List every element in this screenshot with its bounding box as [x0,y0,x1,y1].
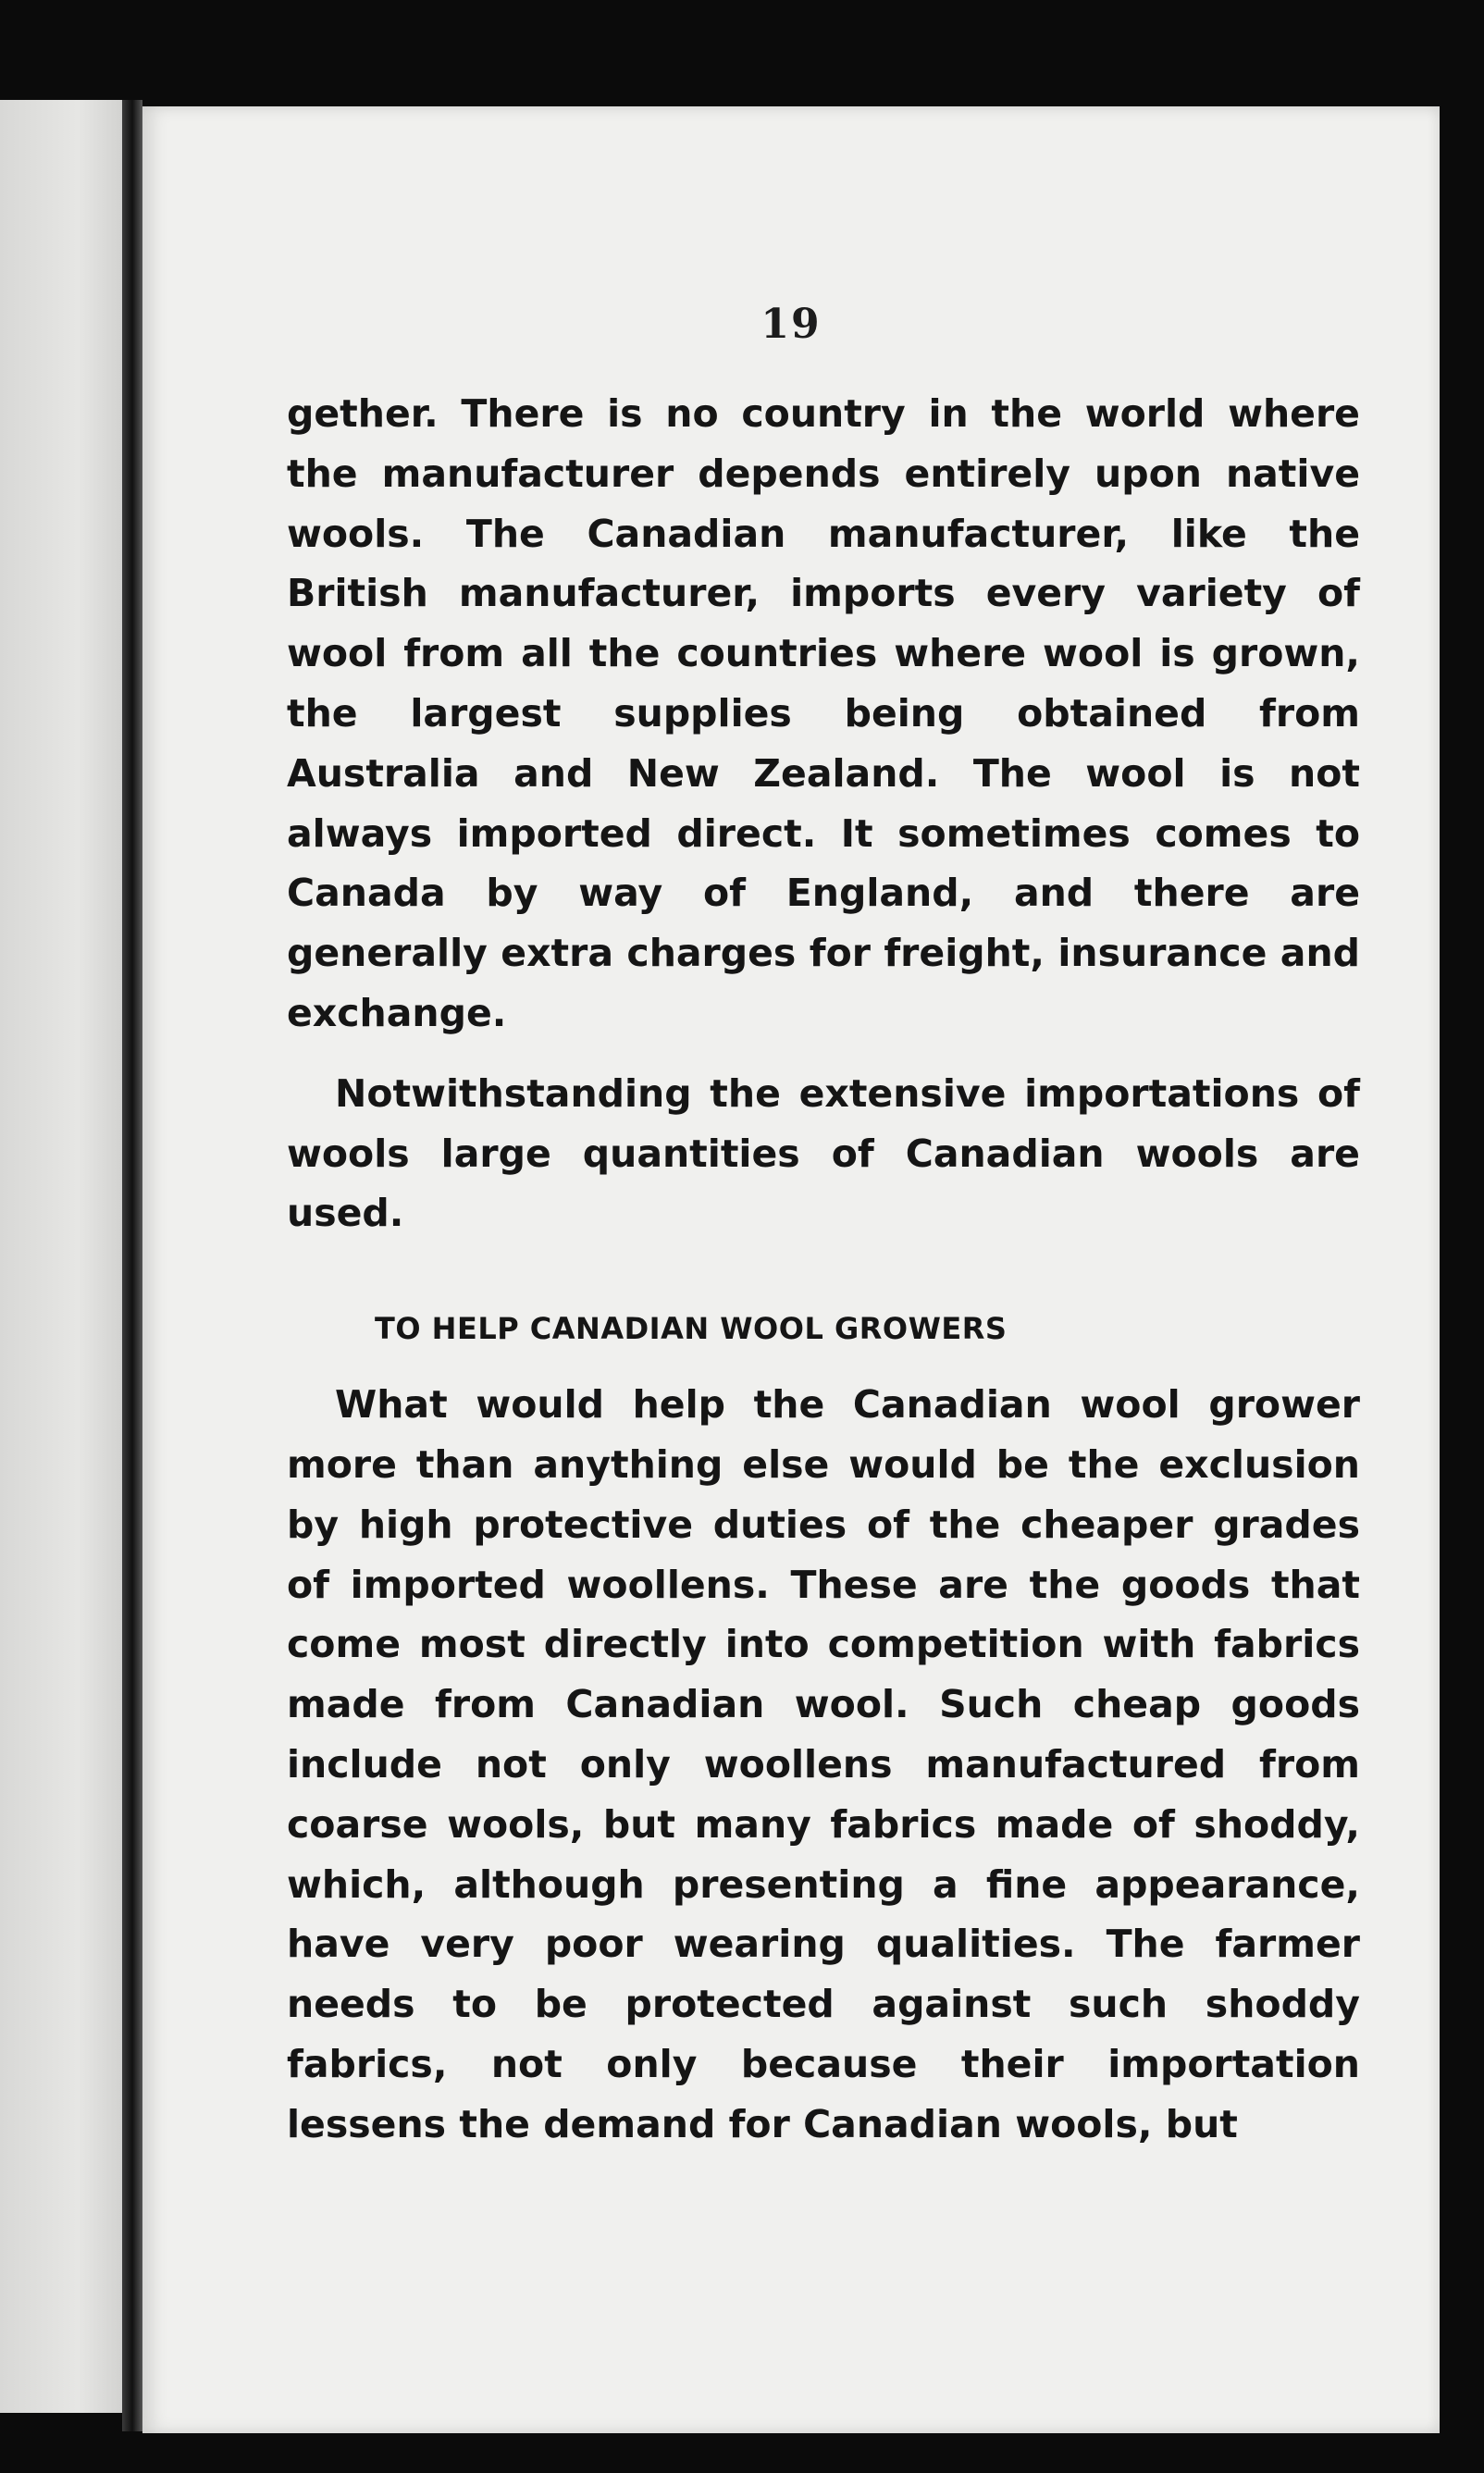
page-number: 19 [761,301,822,348]
paragraph-wool-growers: What would help the Canadian wool grower more than anything else would be the exclusion by high protective duties of the cheaper grades of imported woollens. These are the goods that come most directly into competition with fabrics made from Canadian wool. Such cheap goods include not only woollens manufactured from coarse wools, but many fabrics made of shoddy, which, although presenting a fine appearance, have very poor wearing qualities. The farmer needs to be protected against such shoddy fabrics, not only because their importation lessens the demand for Canadian wools, but [287,1382,1360,2146]
section-heading: TO HELP CANADIAN WOOL GROWERS [375,1311,1008,1347]
paragraph-continued: gether. There is no country in the world where the manufacturer depends entirely upon native wools. The Canadian manufacturer, like the British manufacturer, imports every variety of wool from all the countries where wool is grown, the largest supplies being obtained from Australia and New Zealand. The wool is not always imported direct. It sometimes comes to Canada by way of England, and there are generally extra charges for freight, insurance and exchange. [287,391,1360,1035]
facing-page-edge [0,100,130,2413]
book-gutter [122,100,142,2431]
paragraph-importations: Notwithstanding the extensive importations of wools large quantities of Canadian wools are used. [287,1070,1360,1236]
page-text [287,384,1360,2155]
book-page [142,106,1440,2433]
